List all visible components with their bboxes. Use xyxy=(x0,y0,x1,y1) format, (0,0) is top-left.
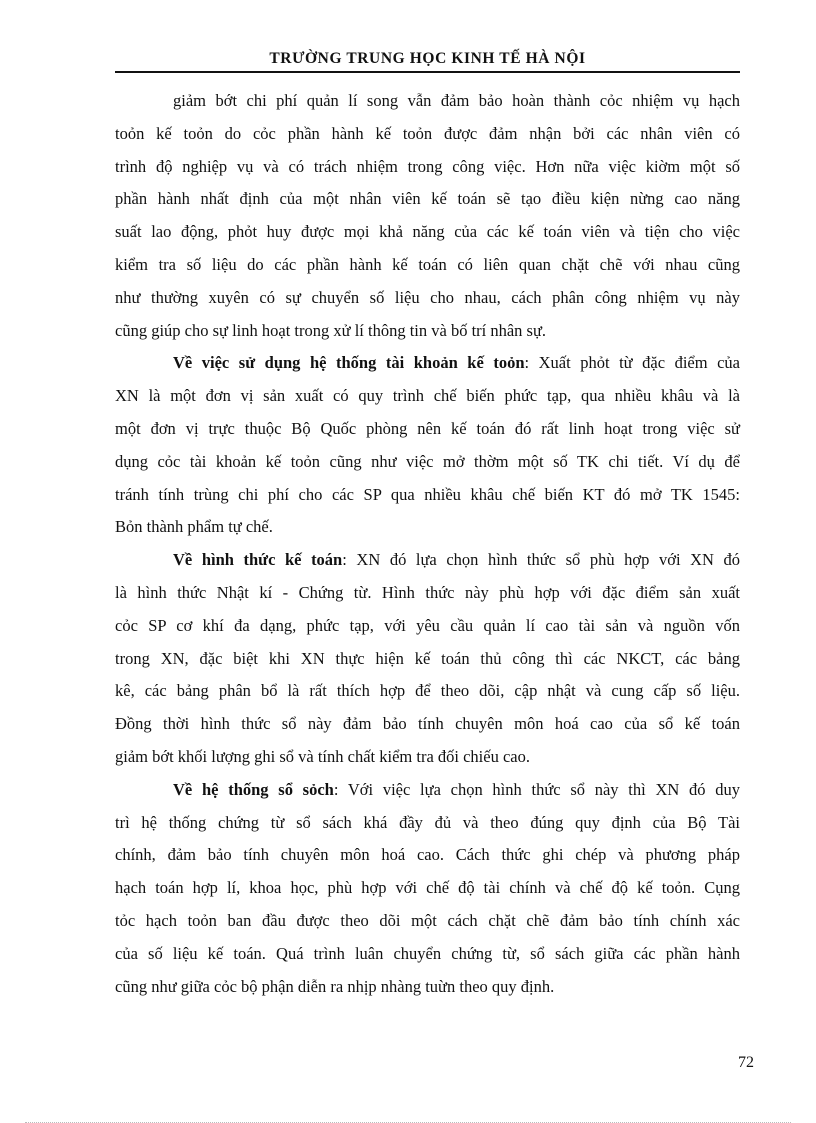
text-line: tránh tính trùng chi phí cho các SP qua nhiều khâu chế biến KT đó mở TK 1545: xyxy=(115,484,740,504)
text-line xyxy=(115,544,740,577)
text-line: kiểm tra số liệu do các phần hành kế toán có liên quan chặt chẽ với nhau cũng xyxy=(115,254,740,274)
text-line xyxy=(115,774,740,807)
text-line: cũng giúp cho sự linh hoạt trong xử lí thông tin và bố trí nhân sự. xyxy=(115,320,547,340)
paragraph-account-system xyxy=(115,347,740,544)
paragraph-book-system xyxy=(115,774,740,1004)
page-number: 72 xyxy=(738,1054,754,1071)
paragraph-accounting-form xyxy=(115,544,740,774)
text-line: phần hành nhất định của một nhân viên kế toán sẽ tạo điều kiện nừng cao năng xyxy=(115,189,740,209)
text-line: trong XN, đặc biệt khi XN thực hiện kế toán thủ công thì các NKCT, các bảng xyxy=(115,648,740,668)
text-run: : Xuất phỏt từ đặc điểm của xyxy=(524,353,740,373)
text-line: dụng cỏc tài khoản kế toỏn cũng như việc mở thờm một số TK chi tiết. Ví dụ để xyxy=(115,451,740,471)
text-line: XN là một đơn vị sản xuất có quy trình chế biến phức tạp, qua nhiều khâu và là xyxy=(115,386,740,406)
text-line: hạch toán hợp lí, khoa học, phù hợp với chế độ tài chính và chế độ kế toỏn. Cụng xyxy=(115,878,740,898)
text-line: như thường xuyên có sự chuyển số liệu cho nhau, cách phân công nhiệm vụ này xyxy=(115,287,740,307)
text-run: : XN đó lựa chọn hình thức sổ phù hợp với XN đó xyxy=(342,550,741,570)
text-line: giảm bớt chi phí quản lí song vẫn đảm bảo hoàn thành cỏc nhiệm vụ hạch xyxy=(173,91,740,110)
text-line: cũng như giữa cỏc bộ phận diễn ra nhịp nhàng tuừn theo quy định. xyxy=(115,976,555,996)
paragraph-heading: Về việc sử dụng hệ thống tài khoản kế toỏn xyxy=(173,353,525,373)
paragraph-heading: Về hình thức kế toán xyxy=(173,550,343,570)
text-line: một đơn vị trực thuộc Bộ Quốc phòng nên kế toán đó rất linh hoạt trong việc sử xyxy=(115,418,740,438)
text-line: suất lao động, phỏt huy được mọi khả năng của các kế toán viên và tiện cho việc xyxy=(115,222,740,242)
paragraph-heading: Về hệ thống sổ sỏch xyxy=(173,779,334,799)
text-line: trì hệ thống chứng từ sổ sách khá đầy đủ và theo đúng quy định của Bộ Tài xyxy=(115,812,740,832)
paragraph-continuation xyxy=(115,85,740,347)
text-line: giảm bớt khối lượng ghi sổ và tính chất kiểm tra đối chiếu cao. xyxy=(115,746,530,766)
text-line: kê, các bảng phân bổ là rất thích hợp để theo dõi, cập nhật và cung cấp số liệu. xyxy=(115,681,740,701)
text-line: của số liệu kế toán. Quá trình luân chuyển chứng từ, sổ sách giữa các phần hành xyxy=(115,943,740,963)
text-line: là hình thức Nhật kí - Chứng từ. Hình thức này phù hợp với đặc điểm sản xuất xyxy=(115,582,740,602)
text-line: Đồng thời hình thức sổ này đảm bảo tính chuyên môn hoá cao của sổ kế toán xyxy=(115,714,740,734)
header-divider xyxy=(115,71,740,73)
text-run: : Với việc lựa chọn hình thức sổ này thì XN đó duy xyxy=(333,779,740,799)
text-line: chính, đảm bảo tính chuyên môn hoá cao. Cách thức ghi chép và phương pháp xyxy=(115,845,740,865)
page-body xyxy=(115,85,740,1003)
text-line: cỏc SP cơ khí đa dạng, phức tạp, với yêu cầu quản lí cao tài sản và nguồn vốn xyxy=(115,615,740,635)
text-line: Bỏn thành phẩm tự chế. xyxy=(115,517,273,537)
text-line: trình độ nghiệp vụ và có trách nhiệm trong công việc. Hơn nữa việc kiờm một số xyxy=(115,156,740,176)
page-header-title: TRƯỜNG TRUNG HỌC KINH TẾ HÀ NỘI xyxy=(269,50,586,67)
text-line: toỏn kế toỏn do cỏc phần hành kế toỏn được đảm nhận bởi các nhân viên có xyxy=(115,123,740,143)
text-line xyxy=(115,347,740,380)
text-line: tỏc hạch toỏn ban đầu được theo dõi một cách chặt chẽ đảm bảo tính chính xác xyxy=(115,910,740,930)
